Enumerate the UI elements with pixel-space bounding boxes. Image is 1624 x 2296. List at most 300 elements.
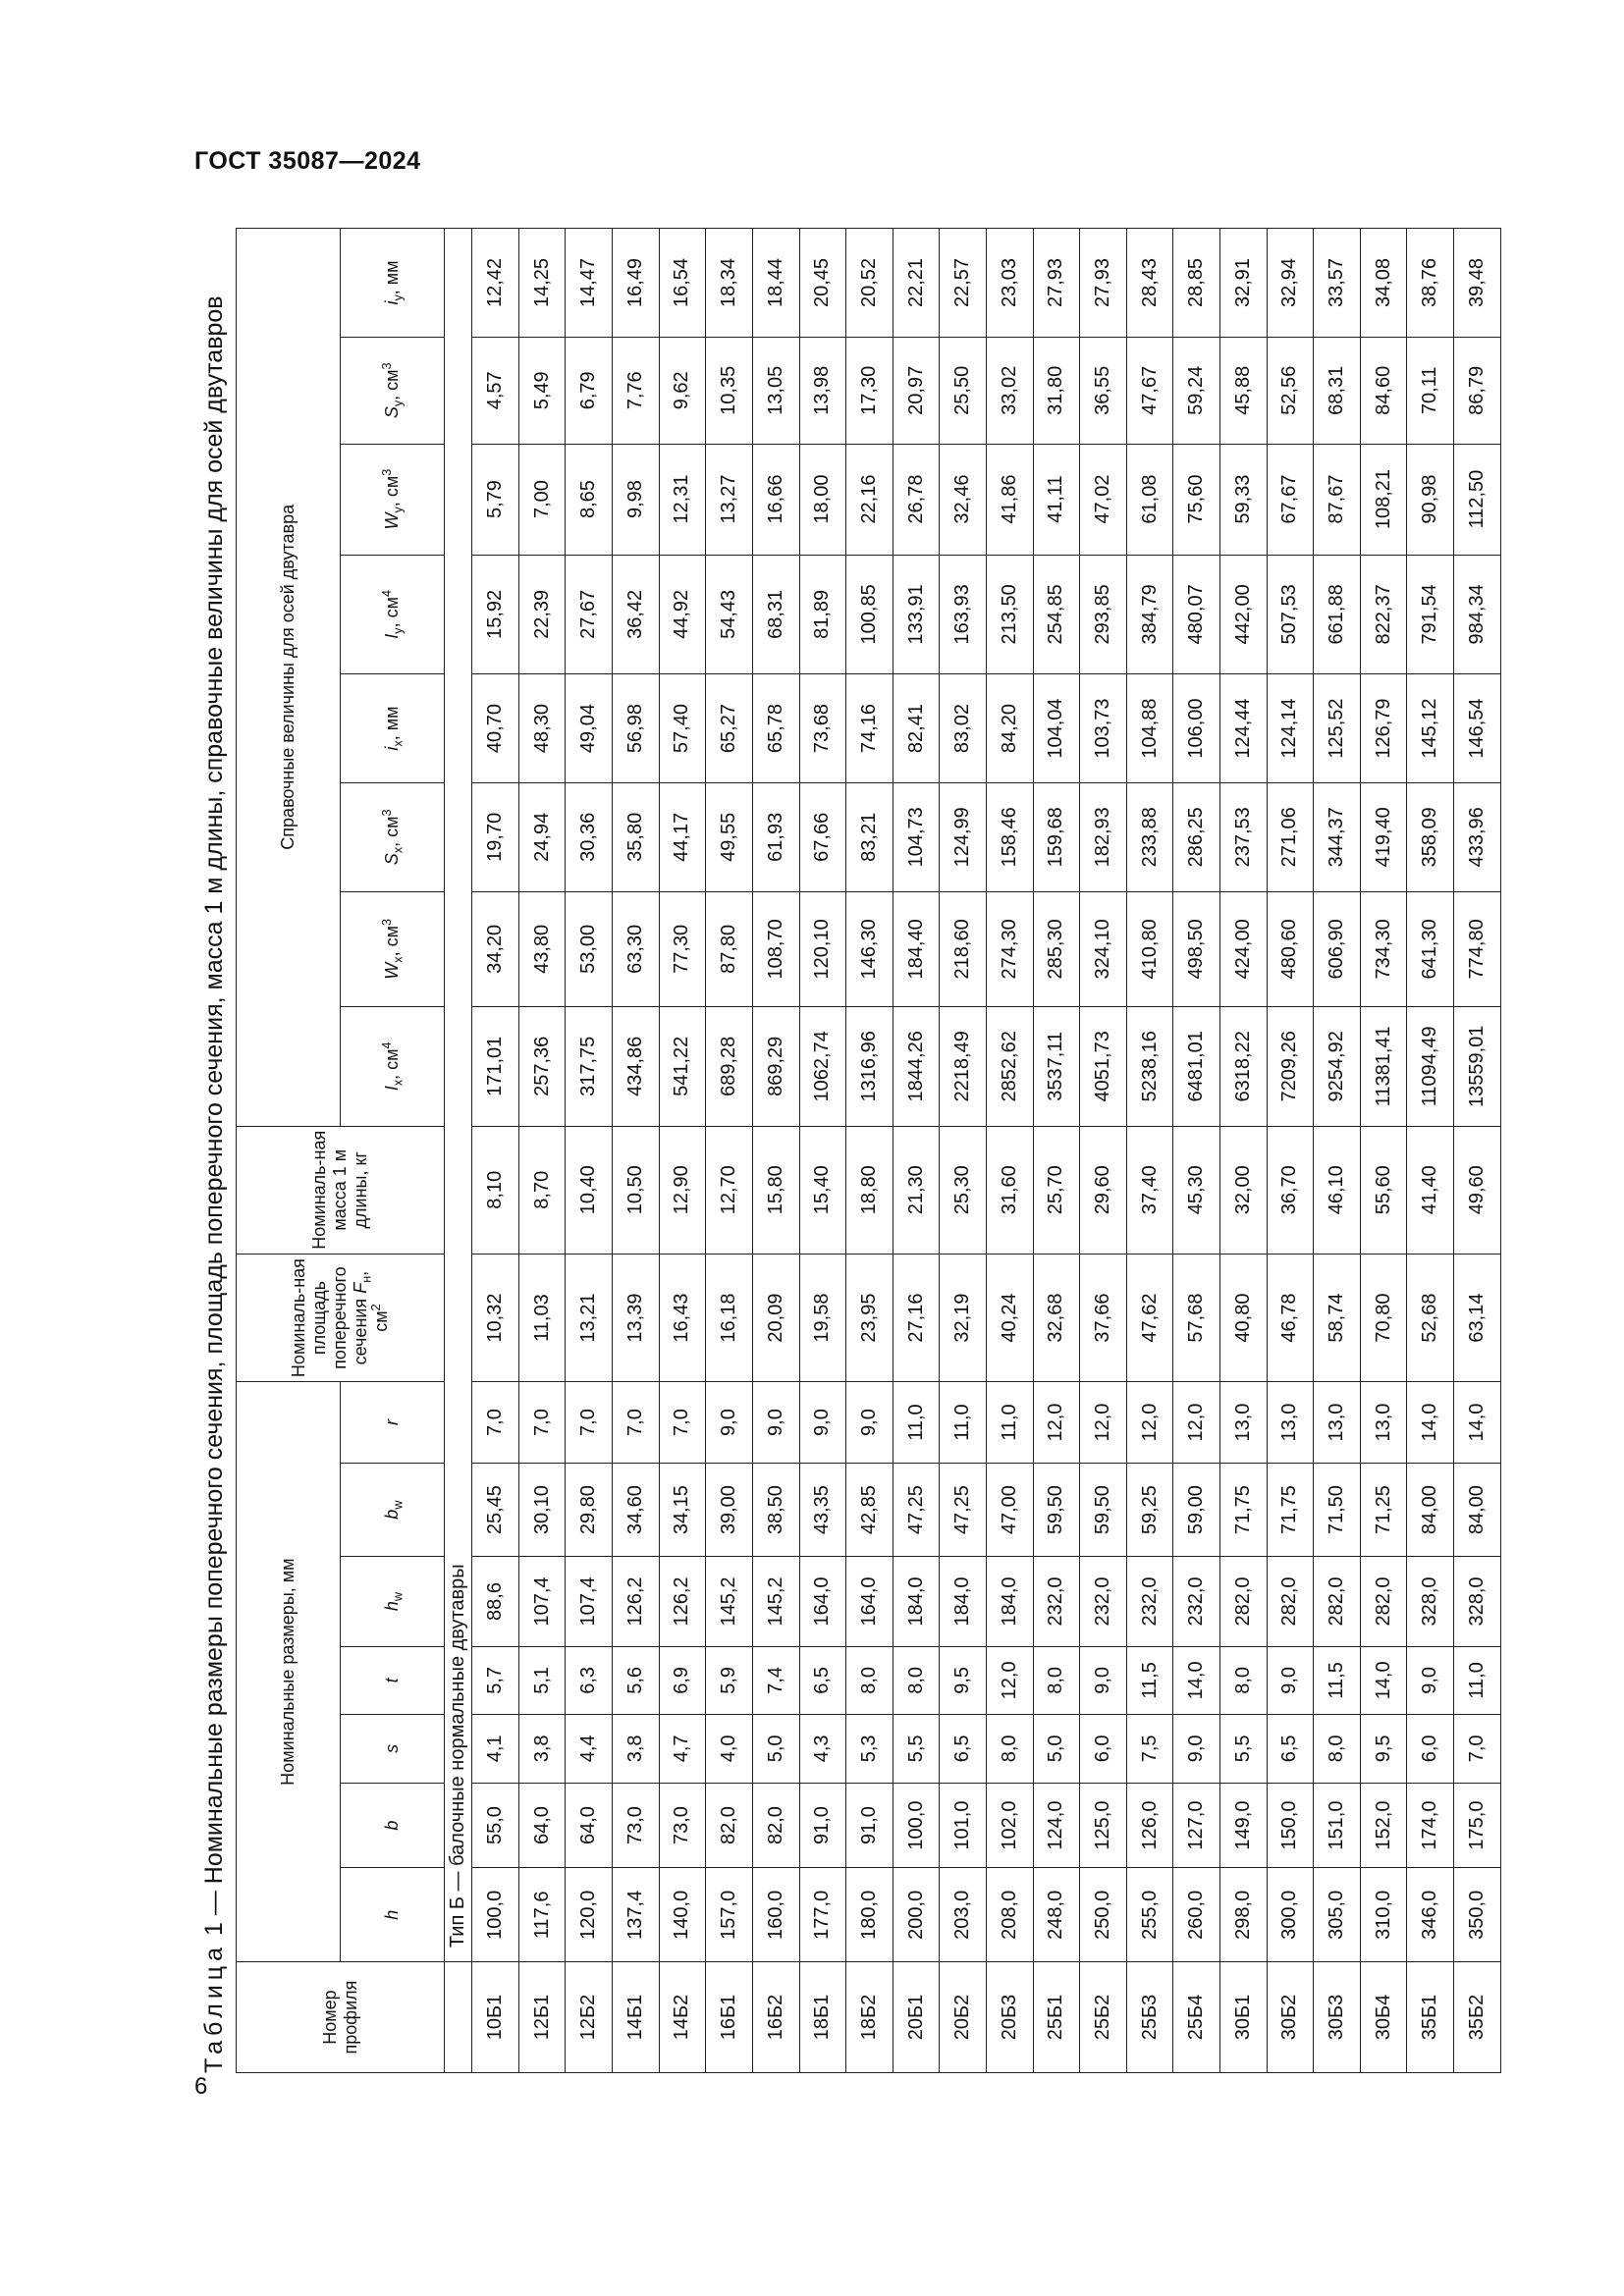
rotated-table-block [194,228,1500,2073]
table-cell: 86,79 [1454,338,1501,445]
col-wy: $W_y$, $см^3$ [341,444,445,555]
table-cell: 25,70 [1033,1126,1080,1254]
table-cell: 40,24 [986,1254,1033,1381]
col-iy-exp: 4 [380,590,394,598]
table-cell: 117,6 [518,1868,566,1962]
col-sx-symbol: S [382,853,402,866]
table-cell: 177,0 [799,1868,846,1962]
col-wx-symbol: W [382,962,402,980]
table-cell: 6,9 [659,1646,706,1715]
table-cell: 260,0 [1173,1868,1220,1962]
table-cell: 90,98 [1407,444,1454,555]
header-dimensions: Номинальные размеры, мм [237,1382,341,1962]
table-cell: 507,53 [1267,555,1314,674]
table-cell: 5,49 [518,338,566,445]
table-cell: 12,0 [1126,1382,1173,1464]
table-cell: 73,0 [659,1783,706,1868]
table-cell: 41,86 [986,444,1033,555]
table-cell: 67,66 [799,782,846,891]
table-cell: 498,50 [1173,891,1220,1006]
table-cell: 32,46 [940,444,987,555]
table-cell: 157,0 [706,1868,753,1962]
col-bw-sub: w [391,1500,406,1510]
table-row [752,229,799,2073]
table-cell: 63,30 [613,891,660,1006]
table-cell: 47,67 [1126,338,1173,445]
table-cell: 6,5 [1267,1715,1314,1784]
table-cell: 20,09 [752,1254,799,1381]
table-cell: 822,37 [1360,555,1407,674]
col-sy-symbol: S [382,406,402,419]
col-bw [341,1463,445,1557]
table-cell: 145,12 [1407,674,1454,783]
table-cell: 52,68 [1407,1254,1454,1381]
table-cell: 55,60 [1360,1126,1407,1254]
table-cell: 5,1 [518,1646,566,1715]
table-cell: 12,0 [986,1646,1033,1715]
table-cell: 43,80 [518,891,566,1006]
table-cell: 8,0 [846,1646,893,1715]
table-cell: 13,0 [1360,1382,1407,1464]
type-subheading: Тип Б — балочные нормальные двутавры [445,229,472,1962]
table-cell: 145,2 [752,1557,799,1646]
table-row [1314,229,1361,2073]
table-cell: 82,0 [706,1783,753,1868]
col-ry-unit: мм [382,260,402,286]
table-cell: 11,0 [940,1382,987,1464]
table-cell: 12,0 [1173,1382,1220,1464]
table-cell: 9,0 [752,1382,799,1464]
table-cell: 40,80 [1220,1254,1268,1381]
col-sy-unit: см [382,369,402,391]
table-cell: 53,00 [566,891,613,1006]
table-cell: 49,04 [566,674,613,783]
table-cell: 34,20 [472,891,519,1006]
table-cell: 152,0 [1360,1783,1407,1868]
col-hw-sub: w [391,1591,406,1602]
table-cell: 145,2 [706,1557,753,1646]
table-row [986,229,1033,2073]
table-cell: 63,14 [1454,1254,1501,1381]
table-cell: 14,0 [1407,1382,1454,1464]
table-row [940,229,987,2073]
table-cell: 41,11 [1033,444,1080,555]
table-cell: 32,19 [940,1254,987,1381]
table-cell: 59,33 [1220,444,1268,555]
profile-number-cell: 30Б2 [1267,1962,1314,2073]
table-cell: 37,66 [1080,1254,1127,1381]
table-cell: 344,37 [1314,782,1361,891]
table-cell: 38,76 [1407,229,1454,338]
col-ix: $I_x$, $см^4$ [341,1006,445,1126]
table-cell: 45,30 [1173,1126,1220,1254]
col-h [341,1868,445,1962]
col-wx-unit: см [382,926,402,947]
profile-number-cell: 14Б1 [613,1962,660,2073]
table-cell: 5,79 [472,444,519,555]
table-cell: 59,00 [1173,1463,1220,1557]
table-cell: 7,76 [613,338,660,445]
table-cell: 27,16 [893,1254,940,1381]
table-cell: 293,85 [1080,555,1127,674]
table-cell: 8,0 [1033,1646,1080,1715]
table-cell: 5,7 [472,1646,519,1715]
table-cell: 5,5 [1220,1715,1268,1784]
table-cell: 13,39 [613,1254,660,1381]
profile-number-cell: 20Б3 [986,1962,1033,2073]
table-cell: 791,54 [1407,555,1454,674]
table-cell: 255,0 [1126,1868,1173,1962]
table-cell: 61,93 [752,782,799,891]
table-cell: 15,92 [472,555,519,674]
table-cell: 106,00 [1173,674,1220,783]
table-cell: 12,0 [1033,1382,1080,1464]
table-cell: 233,88 [1126,782,1173,891]
table-cell: 32,00 [1220,1126,1268,1254]
table-cell: 46,78 [1267,1254,1314,1381]
table-cell: 84,20 [986,674,1033,783]
profile-number-cell: 25Б1 [1033,1962,1080,2073]
table-cell: 15,40 [799,1126,846,1254]
table-row [1173,229,1220,2073]
table-cell: 7209,26 [1267,1006,1314,1126]
profile-number-cell: 12Б2 [566,1962,613,2073]
table-cell: 200,0 [893,1868,940,1962]
table-cell: 13,0 [1220,1382,1268,1464]
table-cell: 140,0 [659,1868,706,1962]
table-cell: 1062,74 [799,1006,846,1126]
profile-number-cell: 25Б3 [1126,1962,1173,2073]
col-bw-symbol: b [382,1509,402,1520]
table-cell: 3,8 [613,1715,660,1784]
table-cell: 31,80 [1033,338,1080,445]
col-iy-unit: см [382,597,402,618]
table-cell: 164,0 [799,1557,846,1646]
table-cell: 16,54 [659,229,706,338]
table-row [1080,229,1127,2073]
table-cell: 8,0 [1220,1646,1268,1715]
table-cell: 433,96 [1454,782,1501,891]
table-cell: 34,60 [613,1463,660,1557]
table-cell: 77,30 [659,891,706,1006]
table-cell: 14,47 [566,229,613,338]
table-cell: 104,88 [1126,674,1173,783]
table-cell: 164,0 [846,1557,893,1646]
table-cell: 257,36 [518,1006,566,1126]
profile-number-cell: 16Б2 [752,1962,799,2073]
table-cell: 38,50 [752,1463,799,1557]
table-cell: 22,39 [518,555,566,674]
table-cell: 32,91 [1220,229,1268,338]
table-cell: 6,0 [1407,1715,1454,1784]
table-cell: 87,67 [1314,444,1361,555]
profile-number-cell: 30Б4 [1360,1962,1407,2073]
table-cell: 36,70 [1267,1126,1314,1254]
table-cell: 120,10 [799,891,846,1006]
table-cell: 328,0 [1454,1557,1501,1646]
profile-number-cell: 25Б4 [1173,1962,1220,2073]
table-cell: 32,94 [1267,229,1314,338]
table-cell: 30,36 [566,782,613,891]
table-cell: 9,5 [940,1646,987,1715]
table-row [613,229,660,2073]
col-rx: $i_x$, мм [341,674,445,783]
table-cell: 30,10 [518,1463,566,1557]
table-cell: 21,30 [893,1126,940,1254]
col-ix-exp: 4 [380,1041,394,1049]
table-cell: 33,02 [986,338,1033,445]
table-cell: 37,40 [1126,1126,1173,1254]
table-cell: 102,0 [986,1783,1033,1868]
table-cell: 146,30 [846,891,893,1006]
table-cell: 434,86 [613,1006,660,1126]
table-row [1220,229,1268,2073]
table-cell: 11,03 [518,1254,566,1381]
col-wy-unit: см [382,475,402,498]
table-cell: 125,52 [1314,674,1361,783]
table-cell [445,1962,472,2073]
table-cell: 59,25 [1126,1463,1173,1557]
col-r [341,1382,445,1464]
table-row [1267,229,1314,2073]
col-sx-sub: x [391,846,406,854]
table-row [706,229,753,2073]
header-area-exp: 2 [369,1304,383,1311]
col-ry-sub: y [391,294,406,301]
table-cell: 174,0 [1407,1783,1454,1868]
col-t-symbol: t [382,1678,402,1683]
table-cell: 232,0 [1033,1557,1080,1646]
table-cell: 16,18 [706,1254,753,1381]
table-cell: 1844,26 [893,1006,940,1126]
table-cell: 12,42 [472,229,519,338]
table-cell: 36,42 [613,555,660,674]
table-cell: 65,78 [752,674,799,783]
table-cell: 11381,41 [1360,1006,1407,1126]
col-t [341,1646,445,1715]
table-cell: 9,0 [799,1382,846,1464]
table-cell: 213,50 [986,555,1033,674]
table-cell: 58,74 [1314,1254,1361,1381]
table-cell: 282,0 [1267,1557,1314,1646]
table-cell: 19,70 [472,782,519,891]
col-r-symbol: r [382,1419,402,1426]
table-cell: 84,00 [1454,1463,1501,1557]
table-cell: 8,65 [566,444,613,555]
table-cell: 7,00 [518,444,566,555]
table-cell: 19,58 [799,1254,846,1381]
header-area: Номиналь-ная площадь поперечного сечения $F_н$, $см^2$ [237,1254,445,1381]
table-cell: 661,88 [1314,555,1361,674]
table-cell: 6481,01 [1173,1006,1220,1126]
table-cell: 31,60 [986,1126,1033,1254]
table-cell: 100,0 [472,1868,519,1962]
table-cell: 282,0 [1220,1557,1268,1646]
table-row [1126,229,1173,2073]
table-cell: 171,01 [472,1006,519,1126]
col-s [341,1715,445,1784]
col-sy-sub: y [391,400,406,407]
table-cell: 52,56 [1267,338,1314,445]
table-cell: 126,79 [1360,674,1407,783]
table-cell: 26,78 [893,444,940,555]
table-cell: 146,54 [1454,674,1501,783]
table-cell: 5,5 [893,1715,940,1784]
header-area-symbol: F [351,1282,370,1294]
col-sy-exp: 3 [380,362,394,370]
table-cell: 83,21 [846,782,893,891]
table-cell: 250,0 [1080,1868,1127,1962]
table-cell: 384,79 [1126,555,1173,674]
table-cell: 13,0 [1267,1382,1314,1464]
table-cell: 125,0 [1080,1783,1127,1868]
table-cell: 606,90 [1314,891,1361,1006]
table-cell: 39,48 [1454,229,1501,338]
table-cell: 39,00 [706,1463,753,1557]
table-cell: 82,41 [893,674,940,783]
table-cell: 6318,22 [1220,1006,1268,1126]
table-cell: 274,30 [986,891,1033,1006]
table-cell: 13,27 [706,444,753,555]
table-cell: 44,17 [659,782,706,891]
table-cell: 734,30 [1360,891,1407,1006]
table-cell: 120,0 [566,1868,613,1962]
header-reference: Справочные величины для осей двутавра [237,229,341,1127]
table-cell: 84,60 [1360,338,1407,445]
profile-number-cell: 18Б2 [846,1962,893,2073]
table-cell: 104,73 [893,782,940,891]
col-b-symbol: b [382,1820,402,1831]
table-cell: 6,3 [566,1646,613,1715]
table-cell: 100,0 [893,1783,940,1868]
table-cell: 5,0 [752,1715,799,1784]
table-cell: 124,0 [1033,1783,1080,1868]
table-cell: 4,7 [659,1715,706,1784]
table-row [566,229,613,2073]
table-cell: 29,60 [1080,1126,1127,1254]
table-cell: 184,0 [940,1557,987,1646]
table-caption [194,228,234,2073]
table-cell: 10,35 [706,338,753,445]
table-cell: 22,21 [893,229,940,338]
table-cell: 20,97 [893,338,940,445]
table-cell: 282,0 [1314,1557,1361,1646]
table-cell: 310,0 [1360,1868,1407,1962]
table-cell: 158,46 [986,782,1033,891]
table-cell: 419,40 [1360,782,1407,891]
table-cell: 203,0 [940,1868,987,1962]
table-cell: 14,0 [1454,1382,1501,1464]
table-cell: 869,29 [752,1006,799,1126]
table-cell: 17,30 [846,338,893,445]
table-cell: 11,0 [893,1382,940,1464]
table-cell: 11,0 [986,1382,1033,1464]
table-cell: 47,25 [940,1463,987,1557]
table-cell: 151,0 [1314,1783,1361,1868]
table-cell: 41,40 [1407,1126,1454,1254]
table-cell: 91,0 [799,1783,846,1868]
table-cell: 7,0 [1454,1715,1501,1784]
table-cell: 541,22 [659,1006,706,1126]
col-wy-exp: 3 [380,468,394,476]
table-cell: 104,04 [1033,674,1080,783]
profile-number-cell: 10Б1 [472,1962,519,2073]
table-cell: 298,0 [1220,1868,1268,1962]
table-cell: 70,80 [1360,1254,1407,1381]
profile-table [236,228,1501,2073]
table-cell: 83,02 [940,674,987,783]
col-wx-exp: 3 [380,919,394,927]
table-cell: 59,50 [1080,1463,1127,1557]
table-cell: 56,98 [613,674,660,783]
table-cell: 184,0 [893,1557,940,1646]
table-cell: 248,0 [1033,1868,1080,1962]
table-cell: 23,03 [986,229,1033,338]
table-cell: 641,30 [1407,891,1454,1006]
col-sx: $S_x$, $см^3$ [341,782,445,891]
table-cell: 6,79 [566,338,613,445]
col-b [341,1783,445,1868]
profile-number-cell: 16Б1 [706,1962,753,2073]
profile-number-cell: 30Б1 [1220,1962,1268,2073]
table-cell: 160,0 [752,1868,799,1962]
table-cell: 33,57 [1314,229,1361,338]
table-cell: 11,0 [1454,1646,1501,1715]
table-cell: 346,0 [1407,1868,1454,1962]
table-cell: 324,10 [1080,891,1127,1006]
table-cell: 133,91 [893,555,940,674]
col-ix-sub: x [391,1079,406,1087]
table-cell: 103,73 [1080,674,1127,783]
table-cell: 12,0 [1080,1382,1127,1464]
table-cell: 4,4 [566,1715,613,1784]
table-cell: 300,0 [1267,1868,1314,1962]
table-cell: 14,25 [518,229,566,338]
table-cell: 442,00 [1220,555,1268,674]
table-cell: 24,94 [518,782,566,891]
table-cell: 208,0 [986,1868,1033,1962]
table-cell: 34,15 [659,1463,706,1557]
table-cell: 5238,16 [1126,1006,1173,1126]
table-cell: 32,68 [1033,1254,1080,1381]
profile-number-cell: 20Б1 [893,1962,940,2073]
table-cell: 184,40 [893,891,940,1006]
table-cell: 2852,62 [986,1006,1033,1126]
table-cell: 18,80 [846,1126,893,1254]
table-cell: 88,6 [472,1557,519,1646]
table-cell: 232,0 [1173,1557,1220,1646]
table-cell: 59,24 [1173,338,1220,445]
table-cell: 87,80 [706,891,753,1006]
profile-number-cell: 30Б3 [1314,1962,1361,2073]
col-rx-unit: мм [382,706,402,731]
table-cell: 4,3 [799,1715,846,1784]
table-cell: 124,44 [1220,674,1268,783]
table-cell: 22,57 [940,229,987,338]
table-cell: 9,0 [1173,1715,1220,1784]
table-cell: 8,0 [1314,1715,1361,1784]
table-cell: 40,70 [472,674,519,783]
table-cell: 424,00 [1220,891,1268,1006]
table-cell: 13,0 [1314,1382,1361,1464]
table-cell: 13559,01 [1454,1006,1501,1126]
table-cell: 45,88 [1220,338,1268,445]
table-cell: 254,85 [1033,555,1080,674]
table-cell: 7,0 [659,1382,706,1464]
table-cell: 12,31 [659,444,706,555]
table-cell: 3,8 [518,1715,566,1784]
table-cell: 108,70 [752,891,799,1006]
